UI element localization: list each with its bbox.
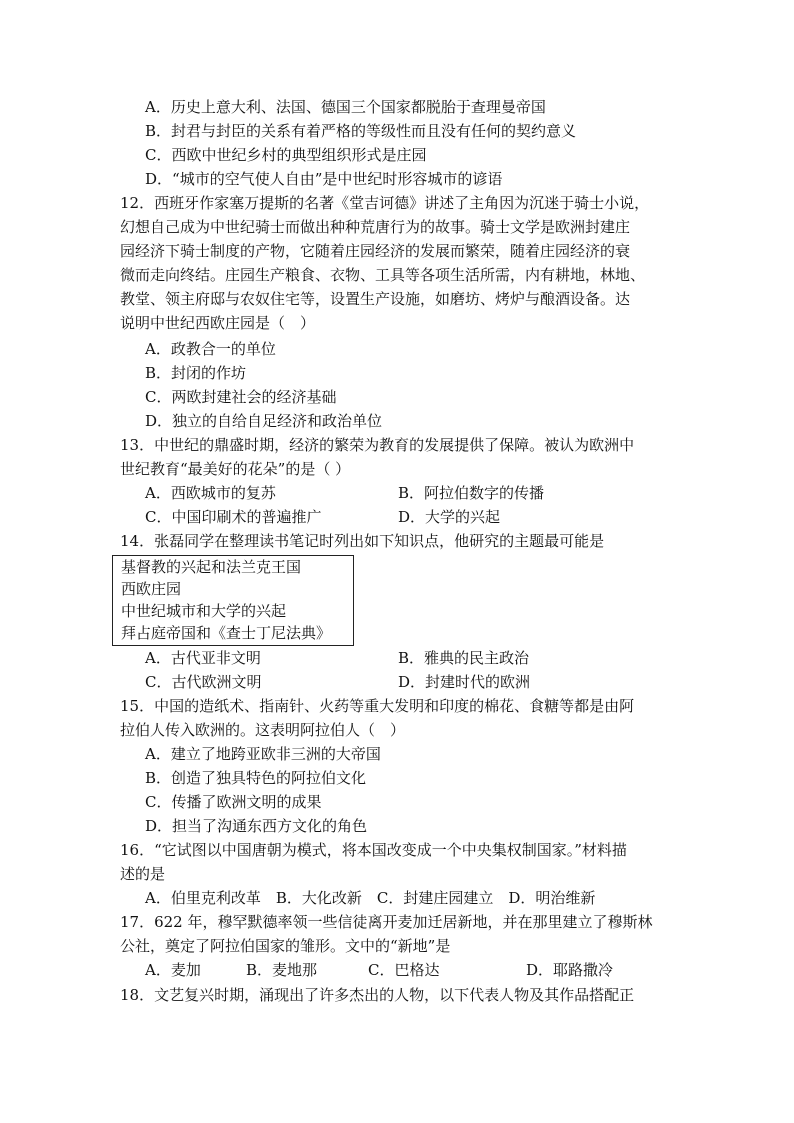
q15-option-b: B．创造了独具特色的阿拉伯文化 — [145, 769, 367, 787]
q13-option-b: B．阿拉伯数字的传播 — [398, 484, 545, 502]
q12-option-c: C．两欧封建社会的经济基础 — [145, 388, 337, 406]
q17-option-a: A．麦加 — [145, 961, 201, 979]
q15-option-a: A．建立了地跨亚欧非三洲的大帝国 — [145, 745, 381, 763]
q17-option-b: B．麦地那 — [246, 961, 318, 979]
q14-option-a: A．古代亚非文明 — [145, 649, 261, 667]
q13-option-d: D．大学的兴起 — [398, 508, 501, 526]
q17-option-c: C．巴格达 — [368, 961, 440, 979]
q14-option-b: B．雅典的民主政治 — [398, 649, 530, 667]
q15-stem-line-2: 拉伯人传入欧洲的。这表明阿拉伯人（ ） — [120, 721, 406, 739]
q15-option-d: D．担当了沟通东西方文化的角色 — [145, 817, 368, 835]
q12-option-a: A．政教合一的单位 — [145, 340, 276, 358]
q14-knowledge-box — [112, 555, 354, 646]
q15-option-c: C．传播了欧洲文明的成果 — [145, 793, 322, 811]
q12-option-b: B．封闭的作坊 — [145, 364, 247, 382]
q14-box-item: 中世纪城市和大学的兴起 — [121, 602, 287, 620]
q13-stem-line-1: 13．中世纪的鼎盛时期，经济的繁荣为教育的发展提供了保障。被认为欧洲中 — [120, 436, 635, 454]
q14-stem: 14．张磊同学在整理读书笔记时列出如下知识点，他研究的主题最可能是 — [120, 532, 605, 550]
q17-stem-line-2: 公社，奠定了阿拉伯国家的雏形。文中的“新地”是 — [120, 937, 451, 955]
q12-stem-line-2: 幻想自己成为中世纪骑士而做出种种荒唐行为的故事。骑士文学是欧洲封建庄 — [120, 218, 631, 236]
q14-option-d: D．封建时代的欧洲 — [398, 673, 531, 691]
q12-stem-line-1: 12．西班牙作家塞万提斯的名著《堂吉诃德》讲述了主角因为沉迷于骑士小说， — [120, 194, 650, 212]
q16-stem-line-2: 述的是 — [120, 865, 166, 883]
q12-stem-line-5: 教堂、领主府邸与农奴住宅等，设置生产设施，如磨坊、烤炉与酿酒设备。达 — [120, 290, 631, 308]
q15-stem-line-1: 15．中国的造纸术、指南针、火药等重大发明和印度的棉花、食糖等都是由阿 — [120, 697, 635, 715]
q11-option-c: C．西欧中世纪乡村的典型组织形式是庄园 — [145, 146, 427, 164]
q13-option-a: A．西欧城市的复苏 — [145, 484, 276, 502]
q11-option-b: B．封君与封臣的关系有着严格的等级性而且没有任何的契约意义 — [145, 122, 577, 140]
q16-stem-line-1: 16．“它试图以中国唐朝为模式，将本国改变成一个中央集权制国家。”材料描 — [120, 841, 627, 859]
q12-option-d: D．独立的自给自足经济和政治单位 — [145, 412, 383, 430]
q14-option-c: C．古代欧洲文明 — [145, 673, 262, 691]
q13-option-c: C．中国印刷术的普遍推广 — [145, 508, 322, 526]
q11-option-a: A．历史上意大利、法国、德国三个国家都脱胎于查理曼帝国 — [145, 98, 546, 116]
q13-stem-line-2: 世纪教育“最美好的花朵”的是（ ） — [120, 460, 351, 478]
q12-stem-line-3: 园经济下骑士制度的产物，它随着庄园经济的发展而繁荣，随着庄园经济的衰 — [120, 242, 631, 260]
q17-option-d: D．耶路撒冷 — [526, 961, 614, 979]
q11-option-d: D．“城市的空气使人自由”是中世纪时形容城市的谚语 — [145, 170, 503, 188]
q18-stem: 18．文艺复兴时期，涌现出了许多杰出的人物，以下代表人物及其作品搭配正 — [120, 986, 635, 1004]
q14-box-item: 拜占庭帝国和《查士丁尼法典》 — [121, 624, 332, 642]
q12-stem-line-4: 微而走向终结。庄园生产粮食、衣物、工具等各项生活所需，内有耕地，林地、 — [120, 266, 646, 284]
q16-options: A．伯里克利改革 B．大化改新 C．封建庄园建立 D．明治维新 — [145, 889, 596, 907]
q14-box-item: 基督教的兴起和法兰克王国 — [121, 558, 302, 576]
q17-stem-line-1: 17．622 年，穆罕默德率领一些信徒离开麦加迁居新地，并在那里建立了穆斯林 — [120, 913, 653, 931]
q12-stem-line-6: 说明中世纪西欧庄园是（ ） — [120, 314, 316, 332]
q14-box-item: 西欧庄园 — [121, 580, 182, 598]
